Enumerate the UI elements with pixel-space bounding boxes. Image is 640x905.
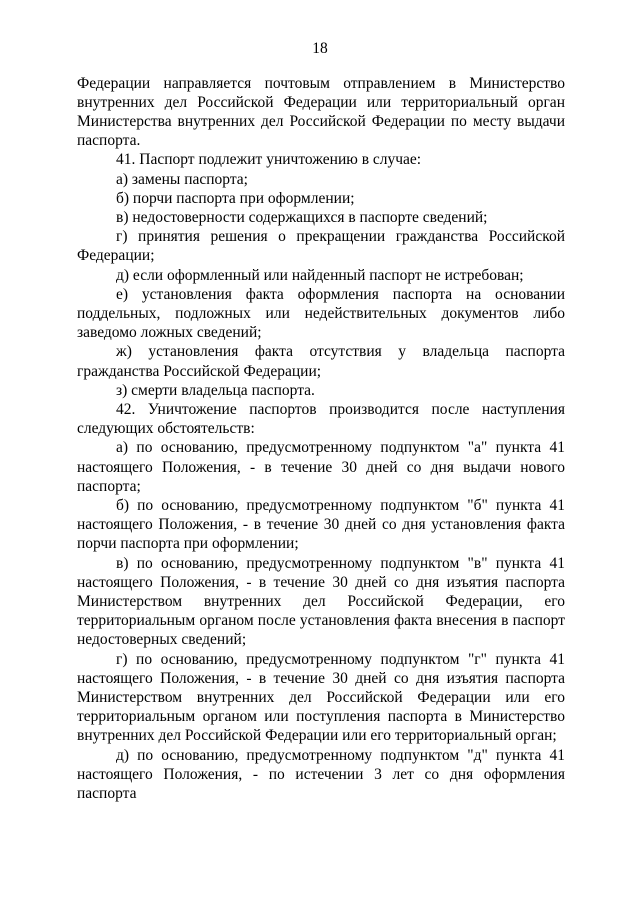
subitem-41-z: з) смерти владельца паспорта.	[116, 381, 315, 399]
subitem-42-a: а) по основанию, предусмотренному подпунктом "а" пункта 41 настоящего Положения, - в течение 30 дней со дня выдачи нового паспорта;	[77, 439, 565, 495]
subitem-41-v: в) недостоверности содержащихся в паспорте сведений;	[116, 208, 488, 226]
subitem-41-g: г) принятия решения о прекращении гражданства Российской Федерации;	[77, 228, 565, 265]
subitem-41-e: е) установления факта оформления паспорта на основании поддельных, подложных или недействительных документов либо заведомо ложных сведений;	[77, 285, 565, 342]
page-number: 18	[312, 40, 328, 57]
subitem-41-zh: ж) установления факта отсутствия у владельца паспорта гражданства Российской Федерации;	[77, 343, 565, 380]
paragraph-item-41: 41. Паспорт подлежит уничтожению в случае:	[116, 151, 422, 169]
subitem-41-d: д) если оформленный или найденный паспорт не истребован;	[116, 266, 524, 284]
subitem-41-b: б) порчи паспорта при оформлении;	[116, 189, 355, 207]
paragraph-item-42: 42. Уничтожение паспортов производится после наступления следующих обстоятельств:	[77, 400, 565, 438]
subitem-42-v: в) по основанию, предусмотренному подпунктом "в" пункта 41 настоящего Положения, - в течение 30 дней со дня изъятия паспорта Министерством внутренних дел Российской Федерации, его территориальным органом после установления факта внесения в паспорт недостоверных сведений;	[77, 554, 565, 649]
subitem-42-b: б) по основанию, предусмотренному подпунктом "б" пункта 41 настоящего Положения, - в течение 30 дней со дня установления факта порчи паспорта при оформлении;	[77, 496, 565, 553]
subitem-42-d: д) по основанию, предусмотренному подпунктом "д" пункта 41 настоящего Положения, - по истечении 3 лет со дня оформления паспорта	[77, 746, 565, 803]
subitem-41-a: а) замены паспорта;	[116, 170, 248, 188]
document-body	[77, 74, 565, 804]
subitem-42-g: г) по основанию, предусмотренному подпунктом "г" пункта 41 настоящего Положения, - в течение 30 дней со дня изъятия паспорта Министерством внутренних дел Российской Федерации или его территориальным органом или поступления паспорта в Министерство внутренних дел Российской Федерации или его территориальный орган;	[77, 650, 565, 745]
paragraph-continuation: Федерации направляется почтовым отправлением в Министерство внутренних дел Российской Федерации или территориальный орган Министерства внутренних дел Российской Федерации по месту выдачи паспорта.	[77, 74, 565, 150]
